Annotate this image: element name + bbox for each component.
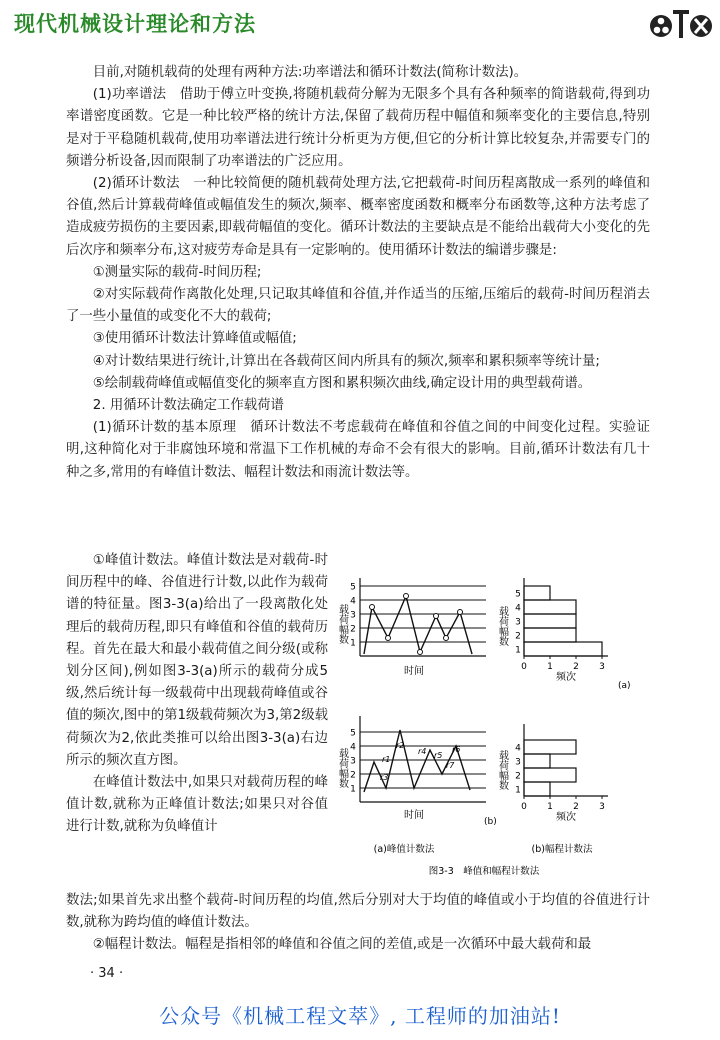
- x-tick-label: 0: [521, 662, 527, 672]
- xticks-a: [521, 656, 605, 672]
- y-tick-label: 4: [350, 742, 356, 753]
- valley-point: [386, 636, 391, 641]
- bars-a: [524, 586, 602, 656]
- paragraph: ②幅程计数法。幅程是指相邻的峰值和谷值之间的差值,或是一次循环中最大载荷和最: [92, 937, 592, 953]
- paragraph: 数法;如果首先求出整个载荷-时间历程的均值,然后分别对大于均值的峰值或小于均值的谷值进行计数,就称为跨均值的峰值计数法。: [66, 893, 650, 931]
- sub-label-b: (b): [484, 817, 497, 827]
- range-label: r5: [434, 751, 443, 760]
- paragraph: 在峰值计数法中,如果只对载荷历程的峰值计数,就称为正峰值计数法;如果只对谷值进行计数,就称为负峰值计: [66, 775, 328, 835]
- paragraph: ①测量实际的载荷-时间历程;: [92, 264, 262, 280]
- x-tick-label: 0: [521, 802, 527, 812]
- peak-point: [434, 614, 439, 619]
- paragraph: ②对实际载荷作离散化处理,只记取其峰值和谷值,并作适当的压缩,压缩后的载荷-时间历程消去了一些小量值的或变化不大的载荷;: [66, 287, 650, 325]
- y-tick-label: 5: [350, 582, 356, 593]
- yticks-a: [350, 583, 356, 649]
- y-tick-label: 2: [515, 631, 521, 642]
- y-tick-label: 5: [350, 728, 356, 739]
- figure-3-3: [334, 552, 652, 892]
- valley-point: [444, 636, 449, 641]
- y-tick-label: 1: [350, 784, 356, 795]
- main-text: [66, 62, 650, 484]
- y-tick-label: 3: [350, 756, 356, 767]
- x-tick-label: 1: [547, 662, 553, 672]
- paragraph: ⑤绘制载荷峰值或幅值变化的频率直方图和累积频次曲线,确定设计用的典型载荷谱。: [92, 375, 592, 391]
- history-b: [337, 716, 487, 821]
- section-heading: 2. 用循环计数法确定工作载荷谱: [92, 398, 284, 414]
- y-tick-label: 1: [350, 638, 356, 649]
- bar: [524, 740, 576, 754]
- x-tick-label: 3: [599, 802, 605, 812]
- y-tick-label: 3: [515, 617, 521, 628]
- xlabel-time-b: 时间: [404, 810, 424, 821]
- histogram-a: [497, 578, 631, 691]
- range-label: r4: [418, 747, 427, 756]
- paragraph: (2)循环计数法 一种比较简便的随机载荷处理方法,它把载荷-时间历程离散成一系列的峰值和谷值,然后计算载荷峰值或幅值发生的频次,频率、概率密度函数和概率分布函数等,这种方法考虑了造成疲劳损伤的主要因素,即载荷幅值的变化。循环计数法的主要缺点是不能给出载荷大小变化的先后次序和频率分布,这对疲劳寿命是具有一定影响的。使用循环计数法的编谱步骤是:: [66, 176, 650, 258]
- left-column-text: [66, 550, 328, 839]
- sub-label-a: (a): [618, 681, 631, 691]
- bar: [524, 768, 576, 782]
- load-history-line: [364, 596, 472, 654]
- ylabel-history-a: 载荷幅数: [336, 604, 348, 644]
- paragraph: ④对计数结果进行统计,计算出在各载荷区间内所具有的频次,频率和累积频率等统计量;: [92, 353, 600, 369]
- y-tick-label: 4: [515, 743, 521, 754]
- range-label: r3: [380, 773, 389, 782]
- range-label: r1: [382, 755, 391, 764]
- paragraph: ③使用循环计数法计算峰值或幅值;: [92, 331, 297, 347]
- paragraph: 目前,对随机载荷的处理有两种方法:功率谱法和循环计数法(简称计数法)。: [92, 65, 528, 80]
- ylabel-history-b: 载荷幅数: [336, 748, 348, 788]
- history-a: [337, 578, 487, 677]
- footer-banner: 公众号《机械工程文萃》, 工程师的加油站!: [159, 1004, 561, 1028]
- y-tick-label: 2: [515, 771, 521, 782]
- xlabel-freq-b: 频次: [556, 812, 576, 823]
- yticks-b: [350, 729, 356, 795]
- figure-caption: 图3-3 峰值和幅程计数法: [428, 866, 540, 877]
- x-tick-label: 2: [573, 662, 579, 672]
- xlabel-freq-a: 频次: [556, 672, 576, 683]
- bars-b: [524, 740, 576, 796]
- valley-point: [418, 650, 423, 655]
- paragraph: ①峰值计数法。峰值计数法是对载荷-时间历程中的峰、谷值进行计数,以此作为载荷谱的特征量。图3-3(a)给出了一段离散化处理后的载荷历程,即只有峰值和谷值的载荷历程。首先在最大和最小载荷值之间分级(或称划分区间),例如图3-3(a)所示的载荷分成5级,然后统计每一级载荷中出现载荷峰值或谷值的频次,图中的第1级载荷频次为3,第2级载荷频次为2,依此类推可以给出图3-3(a)右边所示的频次直方图。: [66, 553, 328, 768]
- publisher-logo: [648, 4, 714, 44]
- paragraph: (1)功率谱法 借助于傅立叶变换,将随机载荷分解为无限多个具有各种频率的简谐载荷,得到功率谱密度函数。它是一种比较严格的统计方法,保留了载荷历程中幅值和频率变化的主要信息,特别是对于平稳随机载荷,使用功率谱法进行统计分析更为方便,但它的分析计算比较复杂,并需要专门的频谱分析设备,因而限制了功率谱法的广泛应用。: [66, 87, 650, 169]
- peak-point: [370, 605, 375, 610]
- bar: [524, 642, 602, 656]
- bar: [524, 754, 550, 768]
- book-title: 现代机械设计理论和方法: [14, 12, 256, 36]
- peak-point: [404, 594, 409, 599]
- x-tick-label: 2: [573, 802, 579, 812]
- bar: [524, 600, 576, 614]
- range-label: r6: [452, 745, 461, 754]
- x-tick-label: 3: [599, 662, 605, 672]
- histogram-b: [484, 724, 608, 827]
- y-tick-label: 4: [350, 596, 356, 607]
- y-tick-label: 3: [350, 610, 356, 621]
- ylabel-hist-a: 载荷幅数: [496, 606, 508, 646]
- bar: [524, 628, 576, 642]
- page-number: · 34 ·: [90, 966, 124, 981]
- range-label: r2: [396, 741, 405, 750]
- y-tick-label: 1: [515, 785, 521, 796]
- gridlines-a: [360, 586, 486, 642]
- y-tick-label: 1: [515, 645, 521, 656]
- xlabel-time-a: 时间: [404, 666, 424, 677]
- x-tick-label: 1: [547, 802, 553, 812]
- y-tick-label: 3: [515, 757, 521, 768]
- y-tick-label: 2: [350, 624, 356, 635]
- bar: [524, 586, 550, 600]
- y-tick-label: 5: [515, 589, 521, 600]
- y-tick-label: 2: [350, 770, 356, 781]
- peak-point: [458, 610, 463, 615]
- caption-a: (a)峰值计数法: [373, 844, 435, 855]
- continuation-text: [66, 890, 650, 957]
- yticks-hist-b: [515, 744, 521, 796]
- paragraph: (1)循环计数的基本原理 循环计数法不考虑载荷在峰值和谷值之间的中间变化过程。实验证明,这种简化对于非腐蚀环境和常温下工作机械的寿命不会有很大的影响。目前,循环计数法有几十种之多,常用的有峰值计数法、幅程计数法和雨流计数法等。: [66, 420, 650, 480]
- y-tick-label: 4: [515, 603, 521, 614]
- caption-b: (b)幅程计数法: [531, 844, 593, 855]
- ylabel-hist-b: 载荷幅数: [496, 750, 508, 790]
- xticks-b: [521, 796, 605, 812]
- yticks-hist-a: [515, 590, 521, 656]
- range-label: r7: [446, 761, 455, 770]
- bar: [524, 614, 576, 628]
- bar: [524, 782, 550, 796]
